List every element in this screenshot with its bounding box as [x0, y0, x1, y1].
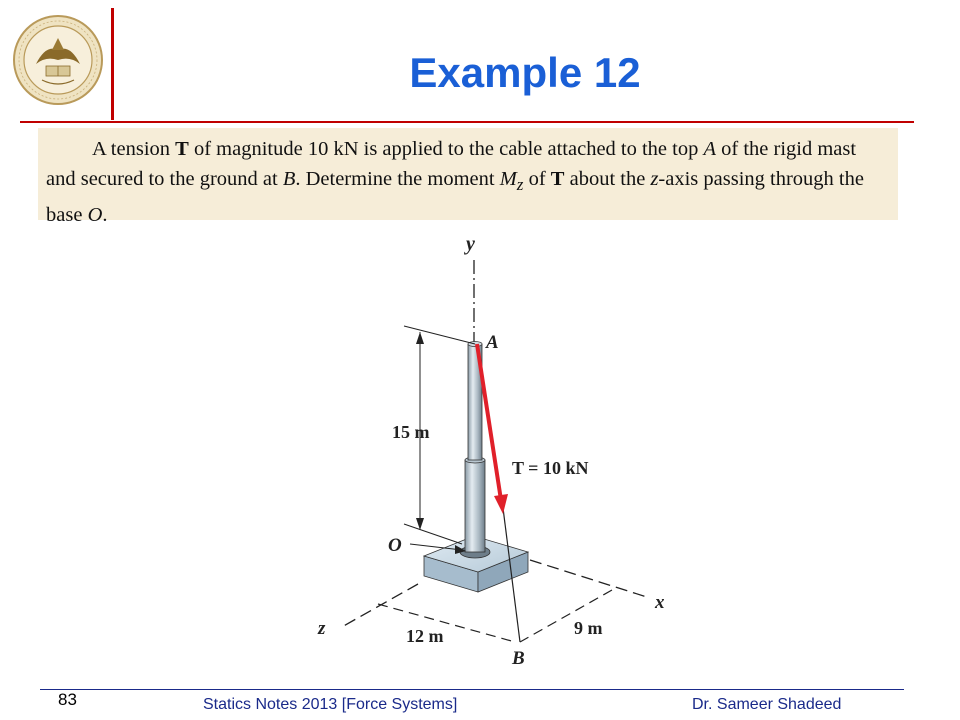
- label-b: B: [512, 648, 525, 669]
- problem-text: A tension: [92, 138, 176, 160]
- problem-text: of magnitude 10 kN is applied to the cable attached to the top: [188, 138, 704, 160]
- height-dimension-label: 15 m: [392, 422, 430, 442]
- problem-text-subscript: z: [516, 175, 524, 195]
- z-dimension-label: 12 m: [406, 626, 444, 646]
- problem-text: about the: [564, 168, 651, 190]
- x-axis: [530, 560, 650, 598]
- footer-divider: [40, 689, 904, 690]
- problem-text-italic: O: [87, 204, 103, 227]
- footer-author: Dr. Sameer Shadeed: [692, 696, 842, 713]
- page-title: Example 12: [409, 49, 641, 96]
- problem-text-bold: T: [175, 138, 189, 160]
- z-axis: [340, 584, 418, 628]
- problem-text: . Determine the moment: [295, 168, 500, 190]
- mast-lower: [465, 460, 485, 552]
- problem-text: .: [102, 204, 108, 227]
- force-arrowhead: [494, 494, 508, 514]
- label-o: O: [388, 535, 402, 556]
- problem-text-bold: T: [550, 168, 565, 190]
- problem-text-italic: B: [282, 168, 296, 190]
- problem-text-italic: A: [703, 138, 717, 160]
- label-a: A: [486, 332, 499, 353]
- problem-text: -axis passing through the base: [46, 168, 864, 227]
- label-y: y: [466, 233, 475, 255]
- problem-text: of: [523, 168, 551, 190]
- problem-text-italic: z: [650, 168, 659, 190]
- footer-course-title: Statics Notes 2013 [Force Systems]: [203, 696, 458, 713]
- x-dimension-label: 9 m: [574, 618, 603, 638]
- problem-text-italic: M: [499, 168, 517, 190]
- page-number: 83: [58, 690, 77, 709]
- force-label: T = 10 kN: [512, 458, 589, 478]
- ground-line-to-b: [378, 604, 515, 642]
- problem-text: of the rigid mast and secured to the ground at: [46, 138, 857, 190]
- label-x: x: [655, 592, 665, 613]
- label-z: z: [318, 618, 326, 639]
